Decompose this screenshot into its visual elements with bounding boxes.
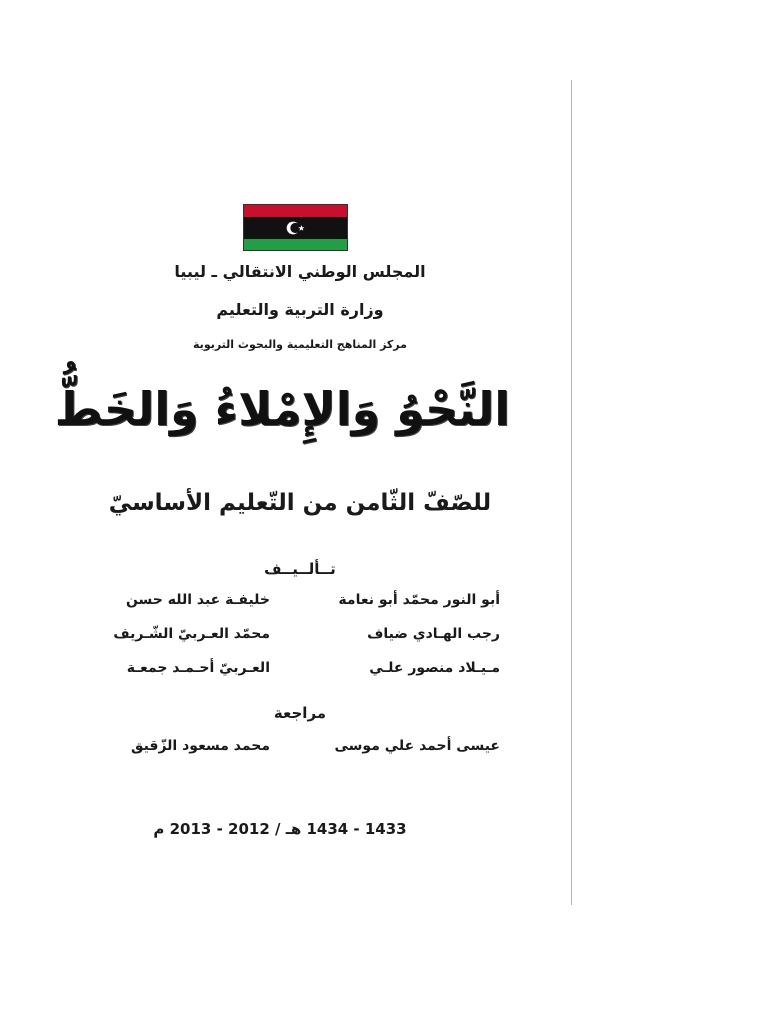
author-name: العـربيّ أحـمـد جمعـة: [126, 660, 270, 676]
ministry-name: وزارة التربية والتعليم: [216, 300, 384, 319]
authors-heading: تــألــيــف: [264, 560, 336, 578]
author-name: أبو النور محمّد أبو نعامة: [338, 592, 500, 608]
author-name: خليفـة عبد الله حسن: [125, 592, 270, 608]
author-name: محمّد العـربيّ الشّـريف: [113, 626, 270, 642]
author-name: رجب الهـادي ضياف: [367, 626, 500, 642]
review-heading: مراجعة: [273, 704, 327, 722]
libya-flag: [243, 204, 348, 251]
curriculum-center-name: مركز المناهج التعليمية والبحوث التربوية: [193, 338, 407, 351]
book-subtitle: للصّفّ الثّامن من التّعليم الأساسيّ: [108, 490, 492, 516]
crescent-star-icon: [244, 217, 347, 239]
page-edge-line: [571, 80, 572, 905]
book-title: النَّحْوُ وَالإِمْلاءُ وَالخَطُّ: [54, 382, 510, 436]
flag-green-stripe: [244, 239, 347, 251]
reviewer-name: عيسى أحمد علي موسى: [334, 738, 500, 754]
council-name: المجلس الوطني الانتقالي ـ ليبيا: [174, 262, 426, 281]
reviewer-name: محمد مسعود الزّقيق: [130, 738, 270, 754]
author-name: مـيـلاد منصور علـي: [369, 660, 500, 676]
publication-years: 1433 - 1434 هـ / 2012 - 2013 م: [153, 820, 407, 838]
flag-red-stripe: [244, 205, 347, 217]
